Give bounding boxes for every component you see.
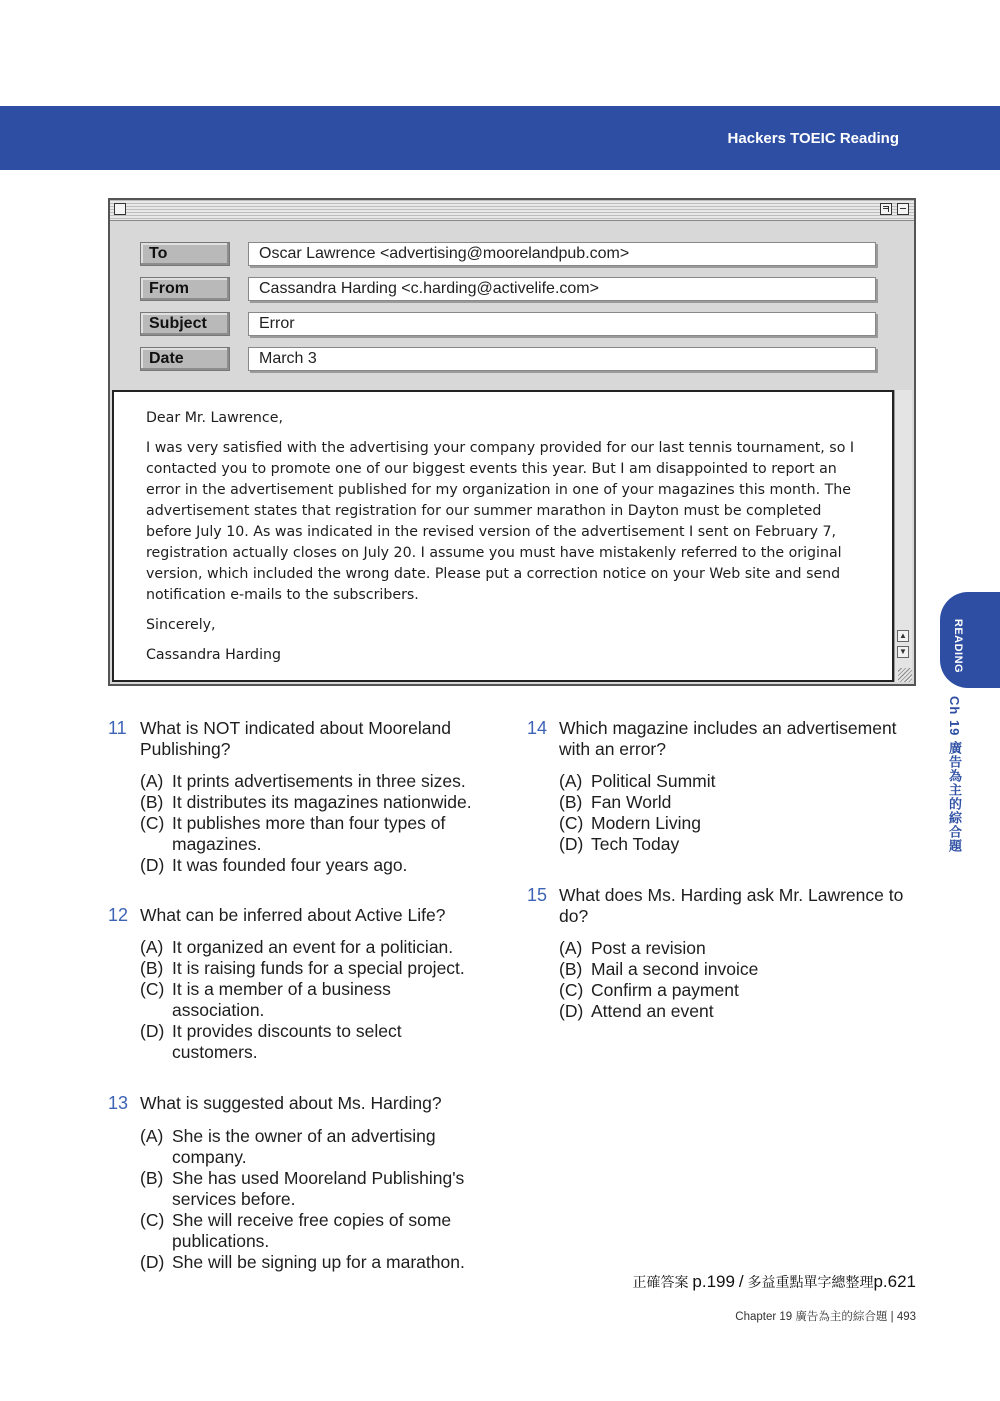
option-d[interactable]: (D) It provides discounts to select customers. — [140, 1021, 402, 1062]
date-field[interactable]: March 3 — [248, 347, 876, 371]
zoom-box-icon[interactable] — [880, 203, 892, 215]
answer-separator: / — [738, 1272, 744, 1291]
question-stem: Which magazine includes an advertisement with an error? — [559, 718, 897, 759]
question-stem: What is NOT indicated about Mooreland Publishing? — [140, 718, 451, 759]
scroll-down-icon[interactable]: ▼ — [897, 646, 909, 658]
question-stem: What can be inferred about Active Life? — [140, 905, 446, 925]
option-b[interactable]: (B) It distributes its magazines nationwide. — [140, 792, 472, 812]
email-signature: Cassandra Harding — [146, 647, 282, 663]
question-number: 14 — [527, 718, 548, 738]
footer-divider: | — [890, 1311, 894, 1323]
subject-row — [138, 312, 878, 338]
date-row — [138, 347, 878, 373]
question-options — [140, 1126, 520, 1273]
option-d[interactable]: (D) Attend an event — [559, 1001, 714, 1021]
page-footer — [735, 1308, 916, 1324]
from-row — [138, 277, 878, 303]
scroll-up-icon[interactable]: ▲ — [897, 630, 909, 642]
question-options — [140, 771, 520, 876]
window-titlebar[interactable] — [110, 200, 914, 221]
email-body[interactable] — [112, 390, 894, 682]
question-number: 15 — [527, 885, 548, 905]
option-b[interactable]: (B) Mail a second invoice — [559, 959, 759, 979]
question-options — [559, 771, 939, 855]
answer-reference — [633, 1272, 917, 1292]
question-stem: What is suggested about Ms. Harding? — [140, 1093, 442, 1113]
option-b[interactable]: (B) It is raising funds for a special project. — [140, 958, 465, 978]
date-label: Date — [140, 347, 230, 371]
from-field[interactable]: Cassandra Harding <c.harding@activelife.com> — [248, 277, 876, 301]
option-b[interactable]: (B) She has used Mooreland Publishing's services before. — [140, 1168, 465, 1209]
book-title: Hackers TOEIC Reading — [727, 130, 899, 147]
section-label: READING — [952, 618, 964, 674]
option-c[interactable]: (C) It publishes more than four types of magazines. — [140, 813, 446, 854]
option-d[interactable]: (D) She will be signing up for a marathon. — [140, 1252, 465, 1272]
answer-page: p.199 — [692, 1272, 735, 1291]
option-c[interactable]: (C) It is a member of a business association. — [140, 979, 391, 1020]
option-c[interactable]: (C) Confirm a payment — [559, 980, 739, 1000]
email-paragraph: I was very satisfied with the advertising your company provided for our last tennis tournament, so I contacted you to promote one of our biggest events this year. But I am disappointed to report an error in the advertisement published for my organization in one of your magazines this month. The advertisement states that registration for our summer marathon in Dayton must be completed before July 10. As was indicated in the revised version of the advertisement I sent on February 7, registration actually closes on July 20. I assume you must have mistakenly referred to the original version, which included the wrong date. Please put a correction notice on your Web site and send notification e-mails to the subscribers. — [146, 440, 855, 603]
question-options — [140, 937, 520, 1063]
option-c[interactable]: (C) Modern Living — [559, 813, 701, 833]
email-closing: Sincerely, — [146, 617, 216, 633]
footer-chapter-title: 廣告為主的綜合題 — [795, 1311, 888, 1323]
collapse-box-icon[interactable] — [897, 203, 909, 215]
option-b[interactable]: (B) Fan World — [559, 792, 672, 812]
to-label: To — [140, 242, 230, 266]
subject-field[interactable]: Error — [248, 312, 876, 336]
page-number: 493 — [896, 1311, 916, 1323]
option-c[interactable]: (C) She will receive free copies of some publications. — [140, 1210, 452, 1251]
email-greeting: Dear Mr. Lawrence, — [146, 410, 283, 426]
vocab-page: p.621 — [873, 1272, 916, 1291]
footer-chapter: Chapter 19 — [735, 1311, 793, 1323]
option-d[interactable]: (D) It was founded four years ago. — [140, 855, 408, 875]
option-a[interactable]: (A) She is the owner of an advertising company. — [140, 1126, 436, 1167]
to-row — [138, 242, 878, 268]
question-number: 11 — [108, 718, 127, 738]
to-field[interactable]: Oscar Lawrence <advertising@moorelandpub.com> — [248, 242, 876, 266]
vocab-label: 多益重點單字總整理 — [747, 1274, 874, 1290]
side-chapter-title: Ch 19 廣告為主的綜合題 — [947, 696, 962, 854]
option-a[interactable]: (A) It organized an event for a politician. — [140, 937, 454, 957]
question-options — [559, 938, 939, 1022]
email-window — [108, 198, 916, 686]
answer-prefix: 正確答案 — [632, 1274, 689, 1290]
question-stem: What does Ms. Harding ask Mr. Lawrence to do? — [559, 885, 904, 926]
option-d[interactable]: (D) Tech Today — [559, 834, 680, 854]
option-a[interactable]: (A) It prints advertisements in three sizes. — [140, 771, 466, 791]
from-label: From — [140, 277, 230, 301]
section-side-tab — [940, 592, 1000, 688]
option-a[interactable]: (A) Political Summit — [559, 771, 716, 791]
resize-grip-icon[interactable] — [898, 668, 912, 682]
vertical-scrollbar[interactable] — [894, 390, 912, 682]
question-number: 13 — [108, 1093, 129, 1113]
question-number: 12 — [108, 905, 129, 925]
option-a[interactable]: (A) Post a revision — [559, 938, 706, 958]
subject-label: Subject — [140, 312, 230, 336]
close-box-icon[interactable] — [114, 203, 126, 215]
